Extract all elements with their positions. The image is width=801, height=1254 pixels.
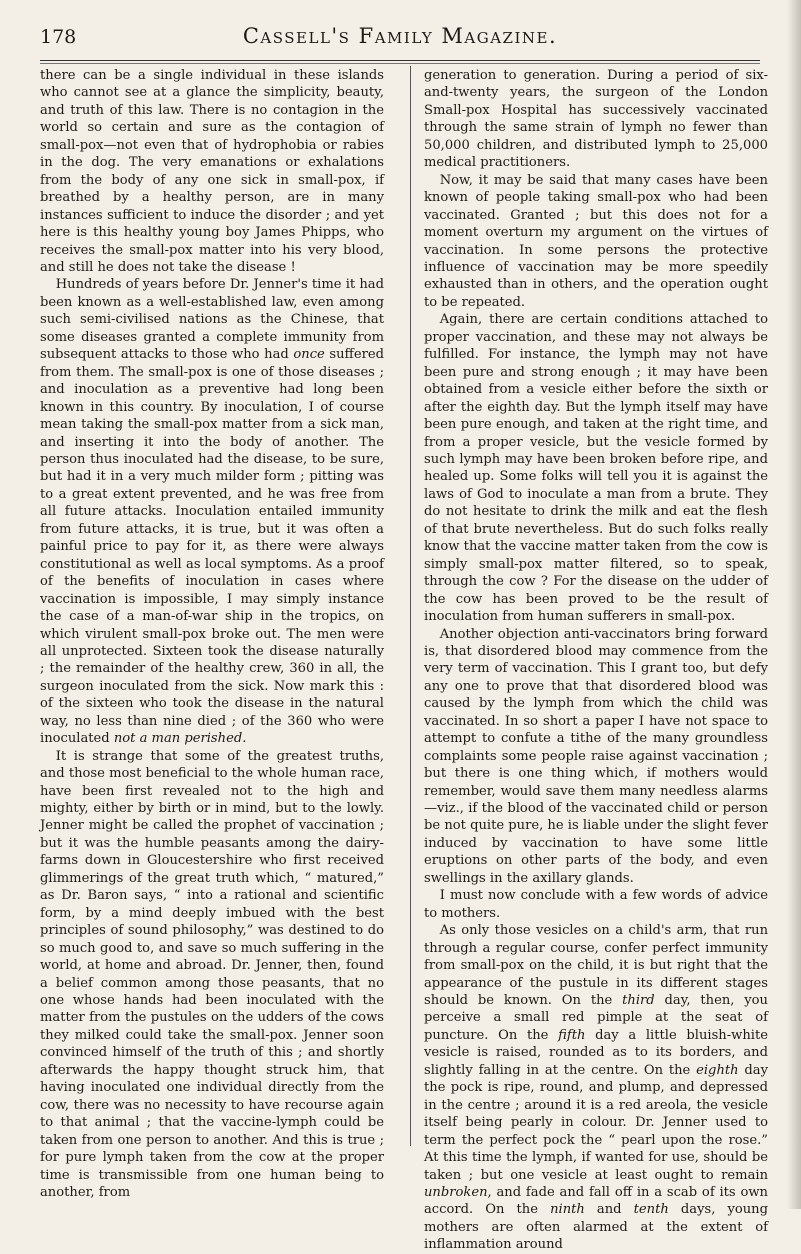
header-rule-secondary [40, 63, 760, 64]
paragraph: Again, there are certain conditions attached to proper vaccination, and these may not always be fulfilled. For instance, the lymph may not have been pure and strong enough ; it may have been obtained from a vesicle either before the sixth or after the eighth day. But the lymph itself may have been pure enough, and taken at the right time, and from a proper vesicle, but the vesicle formed by such lymph may have been broken before ripe, and healed up. Some folks will tell you it is against the laws of God to inoculate a man from a brute. They do not hesitate to drink the milk and eat the flesh of that brute nevertheless. But do such folks really know that the vaccine matter taken from the cow is simply small-pox matter filtered, so to speak, through the cow ? For the disease on the udder of the cow has been proved to be the result of inoculation from human sufferers in small-pox. [424, 312, 768, 625]
emphasis: once [293, 347, 325, 363]
paragraph [40, 276, 384, 747]
text-run: Hundreds of years before Dr. Jenner's time it had been known as a well-established law, even among such semi-civilised nations as the Chinese, that some diseases granted a complete immunity from subsequent attacks to those who had [40, 277, 384, 363]
paragraph: generation to generation. During a period of six-and-twenty years, the surgeon of the London Small-pox Hospital has successively vaccinated through the same strain of lymph no fewer than 50,000 children, and distributed lymph to 25,000 medical practitioners. [424, 68, 768, 171]
page-edge-shadow [787, 0, 801, 1209]
emphasis: tenth [633, 1202, 669, 1218]
paragraph: Now, it may be said that many cases have been known of people taking small-pox who had been vaccinated. Granted ; but this does not for a moment overturn my argument on the virtues of vaccination. In some persons the protective influence of vaccination may be more speedily exhausted than in others, and the operation ought to be repeated. [424, 172, 768, 310]
emphasis: third [622, 993, 655, 1009]
emphasis: eighth [696, 1062, 739, 1078]
magazine-title: Cassell's Family Magazine. [242, 24, 558, 48]
page-header [40, 24, 760, 54]
text-run: day, then, you perceive a small red pimple at the seat of puncture. On the [424, 993, 768, 1043]
emphasis: ninth [550, 1202, 585, 1218]
header-rule [40, 60, 760, 61]
emphasis: fifth [558, 1027, 586, 1043]
text-run: As only those vesicles on a child's arm, that run through a regular course, confer perfect immunity from small-pox on the child, it is but right that the appearance of the pustule in its different stages should be known. On the [424, 923, 768, 1009]
left-column [40, 67, 384, 1201]
text-run: , and fade and fall off in a scab of its own accord. On the [424, 1185, 768, 1218]
text-run: day the pock is ripe, round, and plump, and depressed in the centre ; around it is a red areola, the vesicle itself being pearly in colour. Dr. Jenner used to term the perfect pock the “ pearl upon the rose.” At this time the lymph, if wanted for use, should be taken ; but one vesicle at least ought to remain [424, 1062, 768, 1183]
text-run: suffered from them. The small-pox is one of those diseases ; and inoculation as a preventive had long been known in this country. By inoculation, I of course mean taking the small-pox matter from a sick man, and inserting it into the body of another. The person thus inoculated had the disease, to be sure, but had it in a very much milder form ; pitting was to a great extent prevented, and he was free from all future attacks. Inoculation entailed immunity from future attacks, it is true, but it was often a painful price to pay for it, as there were always constitutional as well as local symptoms. As a proof of the benefits of inoculation in cases where vaccination is impossible, I may simply instance the case of a man-of-war ship in the tropics, on which virulent small-pox broke out. The men were all unprotected. Sixteen took the disease naturally ; the remainder of the healthy crew, 360 in all, the surgeon inoculated from the sick. Now mark this : of the sixteen who took the disease in the natural way, no less than nine died ; of the 360 who were inoculated [40, 347, 384, 747]
text-run: days, young mothers are often alarmed at the extent of inflammation around [424, 1202, 768, 1253]
paragraph: I must now conclude with a few words of advice to mothers. [424, 888, 768, 921]
page-number: 178 [40, 26, 77, 48]
paragraph: Another objection anti-vaccinators bring forward is, that disordered blood may commence from the very term of vaccination. This I grant too, but defy any one to prove that that disordered blood was caused by the lymph from which the child was vaccinated. In so short a paper I have not space to attempt to confute a tithe of the many groundless complaints some people raise against vaccination ; but there is one thing which, if mothers would remember, would save them many needless alarms—viz., if the blood of the vaccinated child or person be not quite pure, he is liable under the slight fever induced by vaccination to have some little eruptions on other parts of the body, and even swellings in the axillary glands. [424, 626, 768, 886]
emphasis: unbroken [424, 1185, 488, 1200]
text-run: and [584, 1202, 634, 1218]
paragraph: there can be a single individual in these islands who cannot see at a glance the simplicity, beauty, and truth of this law. There is no contagion in the world so certain and sure as the contagion of small-pox—not even that of hydrophobia or rabies in the dog. The very emanations or exhalations from the body of any one sick in small-pox, if breathed by a healthy person, are in many instances sufficient to induce the disorder ; and yet here is this healthy young boy James Phipps, who receives the small-pox matter into his very blood, and still he does not take the disease ! [40, 68, 384, 275]
paragraph [424, 922, 768, 1254]
emphasis: not a man perished. [113, 731, 247, 747]
text-run: day a little bluish-white vesicle is raised, rounded as to its borders, and slightly falling in at the centre. On the [424, 1027, 768, 1078]
right-column [424, 67, 768, 1254]
paragraph: It is strange that some of the greatest truths, and those most beneficial to the whole human race, have been first revealed not to the high and mighty, either by birth or in mind, but to the lowly. Jenner might be called the prophet of vaccination ; but it was the humble peasants among the dairy-farms down in Gloucestershire who first received glimmerings of the great truth which, “ matured,” as Dr. Baron says, “ into a rational and scientific form, by a mind deeply imbued with the best principles of sound philosophy,” was destined to do so much good to, and save so much suffering in the world, at home and abroad. Dr. Jenner, then, found a belief common among those peasants, that no one whose hands had been inoculated with the matter from the pustules on the udders of the cows they milked could take the small-pox. Jenner soon convinced himself of the truth of this ; and shortly afterwards the happy thought struck him, that having inoculated one individual directly from the cow, there was no necessity to have recourse again to that animal ; that the vaccine-lymph could be taken from one person to another. And this is true ; for pure lymph taken from the cow at the proper time is transmissible from one human being to another, from [40, 748, 384, 1200]
column-divider [410, 66, 411, 1146]
